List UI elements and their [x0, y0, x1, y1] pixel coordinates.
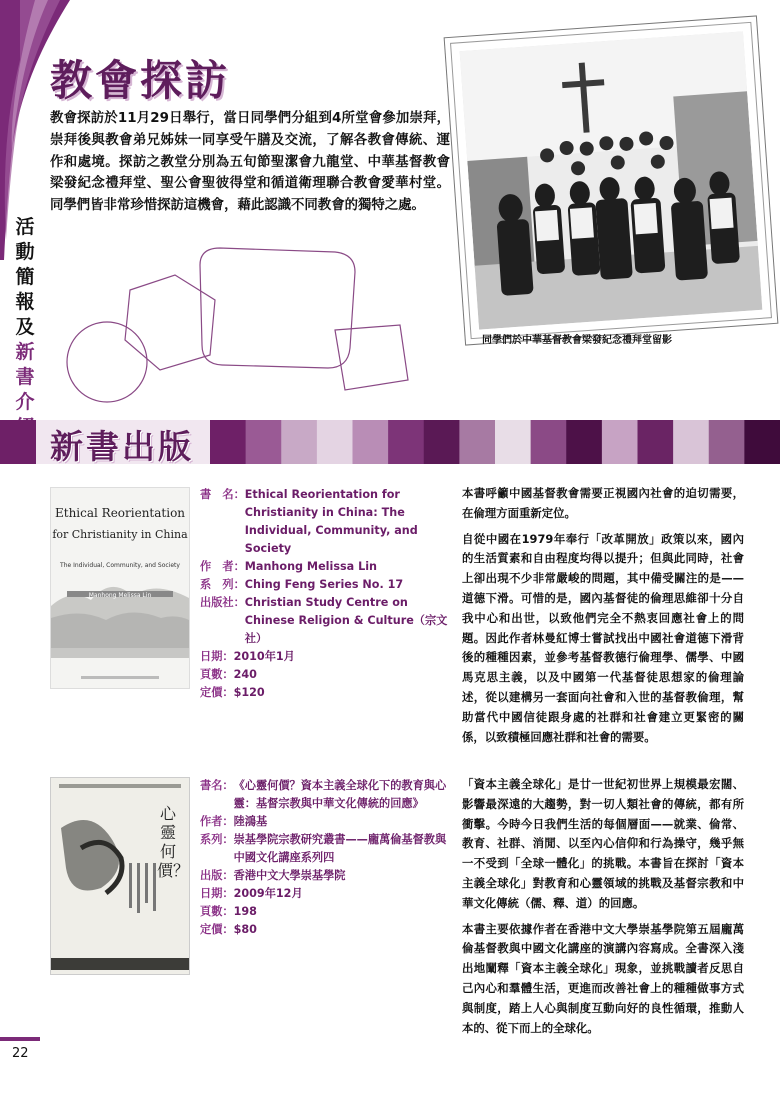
book1-series-row: 系 列： Ching Feng Series No. 17 — [200, 578, 404, 591]
book2-title-row: 書名： 《心靈何價？資本主義全球化下的教育與心靈：基督宗教與中華文化傳統的回應》 — [200, 779, 447, 810]
band-segment — [638, 420, 674, 464]
photo-caption: 同學們於中華基督教會梁發紀念禮拜堂留影 — [482, 335, 672, 346]
book2-publisher-row: 出版： 香港中文大學崇基學院 — [200, 869, 346, 882]
book1-desc-para-2: 自從中國在1979年奉行「改革開放」政策以來，國內的生活質素和自由程度均得以提升；但與此同時，社會上卻出現不少非常嚴峻的問題，其中備受關注的是——道德下滑。可惜的是，國內基督徒的倫理思維卻十分自我中心和出世，以致他們完全不熱衷回應社會上的問題。因此作者林曼紅博士嘗試找出中國社會道德下滑背後的種種因素，並參考基督教德行倫理學、儒學、中國馬克思主義，以及中國第一代基督徒思想家的倫理論述，從以建構另一套面向社會和入世的基督教倫理，幫助當代中國信徒跟身處的社群和社會建立更緊密的關係，以致積極回應社群和社會的需要。 — [462, 531, 744, 744]
band-segment — [566, 420, 602, 464]
book1-price-row: 定價： $120 — [200, 686, 265, 699]
footer-rule — [0, 1037, 40, 1041]
band-segment — [531, 420, 567, 464]
band-segment — [424, 420, 460, 464]
book2-price-row: 定價： $80 — [200, 923, 257, 936]
book1-cover-author: Manhong Melissa Lin — [88, 592, 152, 599]
book1-date-row: 日期： 2010年1月 — [200, 650, 295, 663]
book1-title-row: 書 名： Ethical Reorientation for Christianity in China: The Individual, Community, and Society — [200, 488, 418, 555]
group-photo-frame — [450, 22, 772, 339]
band-segment — [210, 420, 246, 464]
book2-series-row: 系列： 崇基學院宗教研究叢書——龐萬倫基督教與中國文化講座系列四 — [200, 833, 447, 864]
band-segment — [388, 420, 424, 464]
band-lead-block — [0, 420, 36, 464]
group-photo-image — [460, 31, 763, 329]
book2-pages-row: 頁數： 198 — [200, 905, 257, 918]
group-photo — [460, 31, 763, 329]
church-visit-text: 教會探訪於11月29日舉行，當日同學們分組到4所堂會參加崇拜，崇拜後與教會弟兄姊妹一同享受午膳及交流，了解各教會傳統、運作和處境。探訪之教堂分別為五旬節聖潔會九龍堂、中華基督教會梁發紀念禮拜堂、聖公會聖彼得堂和循道衛理聯合教會愛華村堂。同學們皆非常珍惜探訪這機會，藉此認識不同教會的獨特之處。 — [50, 111, 450, 214]
book1-publisher-row: 出版社： Christian Study Centre on Chinese Religion & Culture（宗文社） — [200, 596, 448, 645]
band-segment — [495, 420, 531, 464]
book2-date-row: 日期： 2009年12月 — [200, 887, 303, 900]
book1-cover-subtitle: The Individual, Community, and Society — [60, 562, 180, 569]
book1-description — [462, 484, 744, 753]
band-segment — [281, 420, 317, 464]
band-segment — [744, 420, 780, 464]
church-visit-title: 教會探訪 — [50, 56, 231, 105]
book2-desc-para-1: 「資本主義全球化」是廿一世紀初世界上規模最宏闊、影響最深遠的大趨勢，對一切人類社會的傳統，都有所衝擊。今時今日我們生活的每個層面——就業、倫常、教育、社群、消閒、以至內心信仰和行為操守，幾乎無一不受到「全球一體化」的挑戰。本書旨在探討「資本主義全球化」對教育和心靈領域的挑戰及基督宗教和中華文化傳統（儒、釋、道）的回應。 — [462, 777, 744, 910]
book1-pages-row: 頁數： 240 — [200, 668, 257, 681]
new-books-title: 新書出版 — [50, 427, 194, 466]
band-segment — [246, 420, 282, 464]
section-side-label: 活 動 簡 報 及 新 書 介 — [15, 216, 35, 413]
book2-description — [462, 775, 744, 1044]
page-number: 22 — [12, 1046, 29, 1061]
book1-cover-title-1: Ethical Reorientation — [54, 506, 186, 520]
book2-cover-title: 心靈何價？ — [157, 804, 190, 880]
book1-details — [200, 486, 455, 702]
book1-cover-title-2: for Christianity in China — [52, 528, 188, 541]
book2-cover — [50, 777, 190, 975]
book1-desc-para-1: 本書呼籲中國基督教會需要正視國內社會的迫切需要，在倫理方面重新定位。 — [462, 486, 744, 520]
band-segment — [673, 420, 709, 464]
band-segment — [709, 420, 745, 464]
book1-cover — [50, 487, 190, 689]
book2-author-row: 作者： 陸鴻基 — [200, 815, 268, 828]
band-segment — [353, 420, 389, 464]
book2-details — [200, 777, 455, 939]
band-segment — [602, 420, 638, 464]
book1-author-row: 作 者： Manhong Melissa Lin — [200, 560, 378, 573]
band-segment — [317, 420, 353, 464]
book2-desc-para-2: 本書主要依據作者在香港中文大學崇基學院第五屆龐萬倫基督教與中國文化講座的演講內容寫成。全書深入淺出地闡釋「資本主義全球化」現象，並挑戰讀者反思自己內心和羣體生活，更進而改善社會上的種種做事方式與制度，踏上人心與制度互動向好的良性循環，推動人本的、從下而上的全球化。 — [462, 921, 744, 1035]
decorative-outlines — [50, 230, 410, 410]
band-segment — [459, 420, 495, 464]
